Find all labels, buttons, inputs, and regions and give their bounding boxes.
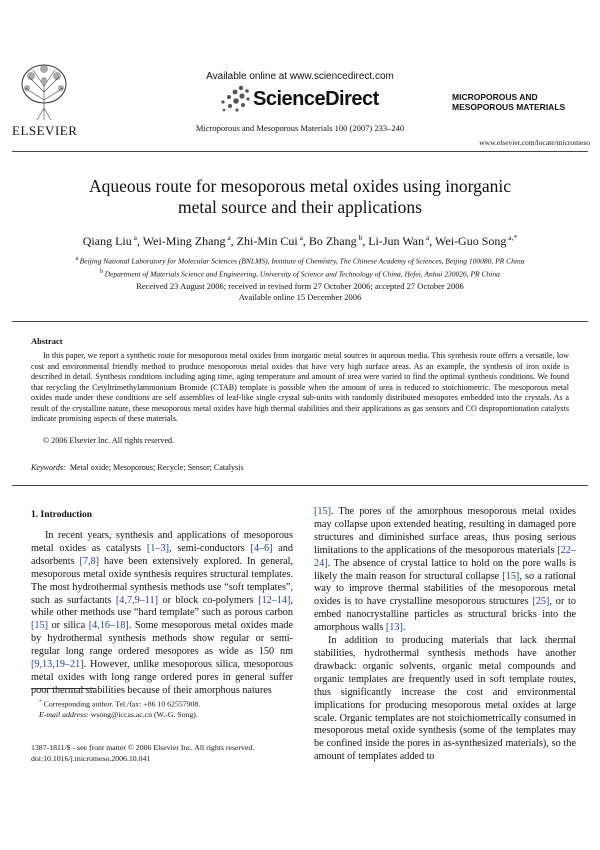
citation-link[interactable]: [15]: [314, 506, 331, 517]
author-affiliation-marker: a: [131, 233, 137, 242]
available-online-text: Available online at www.sciencedirect.com: [206, 71, 394, 82]
article-title: [40, 176, 560, 218]
paragraph-text: .: [402, 622, 406, 634]
affiliation-marker: b: [100, 268, 105, 275]
citation-link[interactable]: [22–24]: [314, 544, 576, 569]
keywords-text: Metal oxide; Mesoporous; Recycle; Sensor; Catalysis: [69, 463, 244, 472]
elsevier-logo: [12, 62, 76, 136]
page-footer: [31, 743, 293, 764]
title-line-2: metal source and their applications: [178, 197, 422, 217]
abstract-copyright: © 2006 Elsevier Inc. All rights reserved.: [43, 436, 175, 445]
intro-paragraph-continued: [314, 506, 576, 635]
paragraph-text: have been extensively explored. In general, mesoporous metal oxide synthesis requires structural templates. The most hydrothermal synthesis methods use “soft templates”, such as surfactants: [31, 555, 293, 606]
author-name[interactable]: Qiang Liu: [82, 234, 132, 248]
keywords: [31, 463, 244, 472]
affiliations: [20, 254, 580, 279]
paragraph-text: or silica: [47, 620, 89, 632]
header-divider: [12, 151, 588, 152]
author-affiliation-marker: a: [225, 233, 231, 242]
affiliation-text: Department of Materials Science and Engineering, University of Science and Technology of China, Hefei, Anhui 230026, PR China: [104, 269, 500, 278]
paragraph-text: . Some mesoporous metal oxides made by hydrothermal synthesis methods show regular or semi-regular long range ordered mesopores as wide as 150 nm: [31, 620, 293, 658]
author-affiliation-marker: a: [297, 233, 303, 242]
journal-logo: [452, 93, 592, 112]
email-address[interactable]: wsong@iccas.ac.cn (W.-G. Song).: [90, 710, 198, 720]
intro-paragraph-2: In addition to producing materials that lack thermal stabilities, hydrothermal synthesis methods have another drawback: organic solvents, organic metal compounds and organic templates are frequently used in soft template routes, thus significantly increase the cost and environmental implications for producing mesoporous metal oxides at large scale. Organic templates are not stoichiometrically consumed in mesoporous metal oxide synthesis (some of the templates may be confined inside the pores in as-synthesized materials), so the amount of templates added to: [314, 635, 576, 763]
email-label: E-mail address:: [39, 710, 89, 720]
citation-link[interactable]: [12–14]: [258, 594, 291, 606]
citation-link[interactable]: [4,16–18]: [88, 620, 129, 632]
journal-url[interactable]: www.elsevier.com/locate/micromeso: [479, 138, 590, 147]
abstract-top-divider: [12, 321, 588, 322]
paragraph-text: In recent years, synthesis and applications of mesoporous metal oxides as catalysts: [31, 530, 293, 554]
paragraph-text: or block co-polymers: [157, 594, 259, 606]
author-affiliation-marker: a,*: [506, 233, 518, 242]
affiliation-line: [20, 267, 580, 280]
sciencedirect-dots-icon: [215, 84, 253, 114]
issn-line: 1387-1811/$ - see front matter © 2006 Elsevier Inc. All rights reserved.: [31, 743, 255, 752]
author-name[interactable]: Zhi-Min Cui: [236, 234, 298, 248]
available-online-date: Available online 15 December 2006: [238, 291, 362, 302]
citation-link[interactable]: [4–6]: [250, 542, 273, 554]
paragraph-text: . However, unlike mesoporous silica, mesoporous metal oxides with long range ordered pores in general suffer poor thermal stabilities because of their amorphous natures: [31, 659, 293, 696]
paragraph-text: . The absence of crystal lattice to hold on the pore walls is likely the main reason for structural collapse: [314, 557, 576, 582]
doi-line[interactable]: doi:10.1016/j.micromeso.2006.10.041: [31, 753, 151, 763]
paragraph-text: , semi-conductors: [168, 542, 251, 554]
author-list: Qiang Liu $^a$, Wei-Ming Zhang $^a$, Zhi-Min Cui $^a$, Bo Zhang $^b$, Li-Jun Wan $^a$, Wei-Guo Song $^{a,*}$: [82, 233, 518, 248]
journal-reference: Microporous and Mesoporous Materials 100 (2007) 233–240: [195, 123, 405, 133]
article-dates: [40, 281, 560, 302]
right-column: [314, 506, 576, 764]
citation-link[interactable]: [9,13,19–21]: [31, 659, 84, 671]
affiliation-line: [20, 254, 580, 267]
journal-logo-line2: MESOPOROUS MATERIALS: [452, 101, 566, 112]
section-heading-introduction: 1. Introduction: [31, 510, 93, 520]
citation-link[interactable]: [15]: [31, 620, 48, 632]
intro-paragraph-1: [31, 530, 293, 698]
corresponding-author: Corresponding author. Tel./fax: +86 10 62557908.: [43, 699, 201, 709]
citation-link[interactable]: [25]: [532, 596, 550, 608]
publisher-name: ELSEVIER: [12, 123, 78, 138]
paragraph-text: , so a rational way to improve thermal stabilities of the mesoporous metal oxides is to have crystalline mesoporous structures: [314, 570, 576, 608]
footnote-marker: *: [39, 699, 42, 705]
paragraph-text: , while other methods use “hard template” such as porous carbon: [31, 594, 293, 619]
paragraph-text: . The pores of the amorphous mesoporous metal oxides may collapse upon extended heating, resulting in damaged pore structures and diminished surface areas, thus posing serious limitations to the applications of the mesoporous materials: [314, 506, 576, 556]
author-name[interactable]: Wei-Ming Zhang: [142, 234, 226, 248]
journal-logo-line1: MICROPOROUS AND: [452, 92, 538, 102]
sciencedirect-wordmark: ScienceDirect: [253, 88, 379, 110]
elsevier-tree-icon: [19, 62, 69, 120]
abstract-bottom-divider: [12, 485, 588, 486]
received-dates: Received 23 August 2006; received in revised form 27 October 2006; accepted 27 October 2006: [136, 281, 464, 291]
affiliation-marker: a: [75, 256, 80, 262]
title-line-1: Aqueous route for mesoporous metal oxides using inorganic: [88, 176, 512, 196]
abstract-body: In this paper, we report a synthetic route for mesoporous metal oxides from inorganic metal sources in aqueous media. This synthesis route offers a versatile, low cost and environmental friendly method to produce mesoporous metal oxides that have very high surface areas. As an example, the synthesis of iron oxide is described in detail. Synthesis conditions including aging time, aging temperature and amount of urea were varied to find the optimal synthesis conditions. We found that recycling the Cetyltrimethylammonium Bromide (CTAB) template is possible when the amount of urea is reduced to stoichiometric. The mesoporous metal oxides made under these conditions are self assemblies of leaf-like single crystal sub-units with randomly distributed mesopores embedded into the crystals. As a result of the crystalline nature, these mesoporous metal oxides have high thermal stabilities and their applications as gas sensors and CO disproportionation catalysts indicate promising aspects of these materials.: [31, 351, 569, 423]
sciencedirect-logo: [215, 84, 405, 114]
author-name[interactable]: Wei-Guo Song: [435, 234, 507, 248]
paragraph-text: , or to embed nanocrystalline particles as structural bricks into the amorphous walls: [314, 596, 576, 634]
citation-link[interactable]: [7,8]: [79, 555, 100, 567]
author-affiliation-marker: a: [424, 233, 430, 242]
author-name[interactable]: Li-Jun Wan: [368, 234, 425, 248]
citation-link[interactable]: [4,7,9–11]: [115, 594, 158, 606]
keywords-label: Keywords:: [31, 463, 66, 472]
paragraph-text: and adsorbents: [31, 542, 293, 567]
abstract-heading: Abstract: [31, 336, 63, 346]
citation-link[interactable]: [13]: [385, 622, 403, 634]
footnote: [31, 697, 293, 721]
footnote-divider: [31, 688, 95, 689]
citation-link[interactable]: [15]: [502, 570, 520, 582]
author-name[interactable]: Bo Zhang: [308, 234, 357, 248]
affiliation-text: Beijing National Laboratory for Molecular Sciences (BNLMS), Institute of Chemistry, The Chinese Academy of Sciences, Beijing 100080, PR China: [79, 256, 525, 266]
author-affiliation-marker: b: [356, 233, 363, 242]
left-column: [31, 530, 293, 698]
citation-link[interactable]: [1–3]: [146, 542, 169, 554]
